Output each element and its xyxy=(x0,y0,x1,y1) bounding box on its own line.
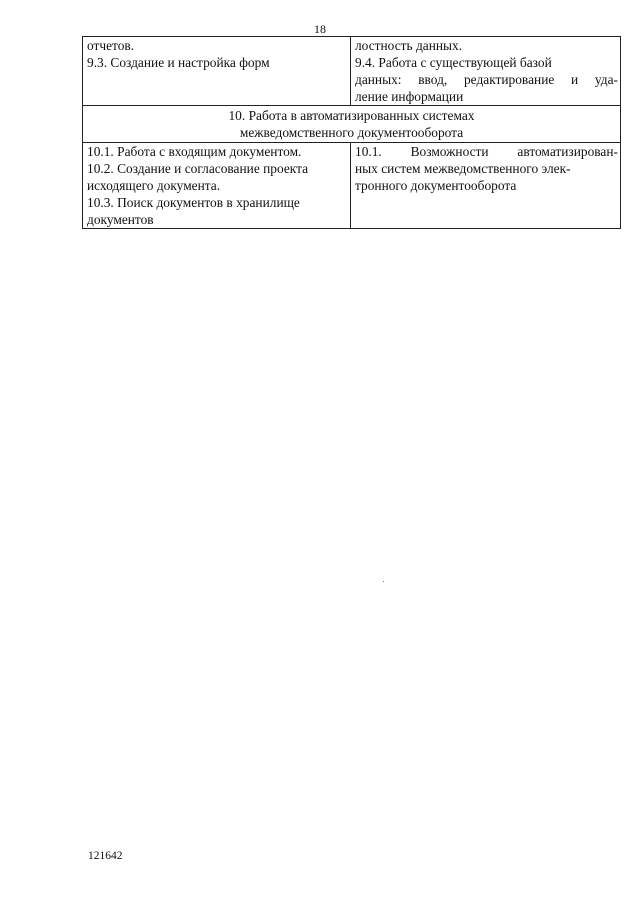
table-row xyxy=(83,143,621,229)
curriculum-table xyxy=(82,36,621,229)
scan-speck xyxy=(383,581,384,582)
cell-line: 10.2. Создание и согласование проекта xyxy=(87,161,309,176)
cell-line: исходящего документа. xyxy=(87,178,221,193)
section-heading-row xyxy=(83,106,621,143)
cell-line: данных: ввод, редактирование и удa- xyxy=(355,72,618,87)
table-cell-left xyxy=(83,37,351,106)
page-number: 18 xyxy=(314,22,326,36)
table-cell-right xyxy=(351,37,621,106)
section-heading-cell xyxy=(83,106,621,143)
table-cell-right xyxy=(351,143,621,229)
section-title-line: межведомственного документооборота xyxy=(239,125,464,140)
cell-line: 10.1. Работа с входящим документом. xyxy=(87,144,302,159)
cell-line: документов xyxy=(87,212,154,227)
cell-line: лостность данных. xyxy=(355,38,463,53)
section-title-line: 10. Работа в автоматизированных системах xyxy=(228,108,475,123)
table-row xyxy=(83,37,621,106)
cell-line: 10.1. Возможности автоматизирован- xyxy=(355,144,618,159)
table-cell-left xyxy=(83,143,351,229)
cell-line: отчетов. xyxy=(87,38,135,53)
document-code: 121642 xyxy=(88,850,123,862)
cell-line: ных систем межведомственного элек- xyxy=(355,161,571,176)
cell-line: 9.3. Создание и настройка форм xyxy=(87,55,270,70)
cell-line: ление информации xyxy=(355,89,464,104)
cell-line: 9.4. Работа с существующей базой xyxy=(355,55,552,70)
cell-line: 10.3. Поиск документов в хранилище xyxy=(87,195,300,210)
cell-line: тронного документооборота xyxy=(355,178,517,193)
